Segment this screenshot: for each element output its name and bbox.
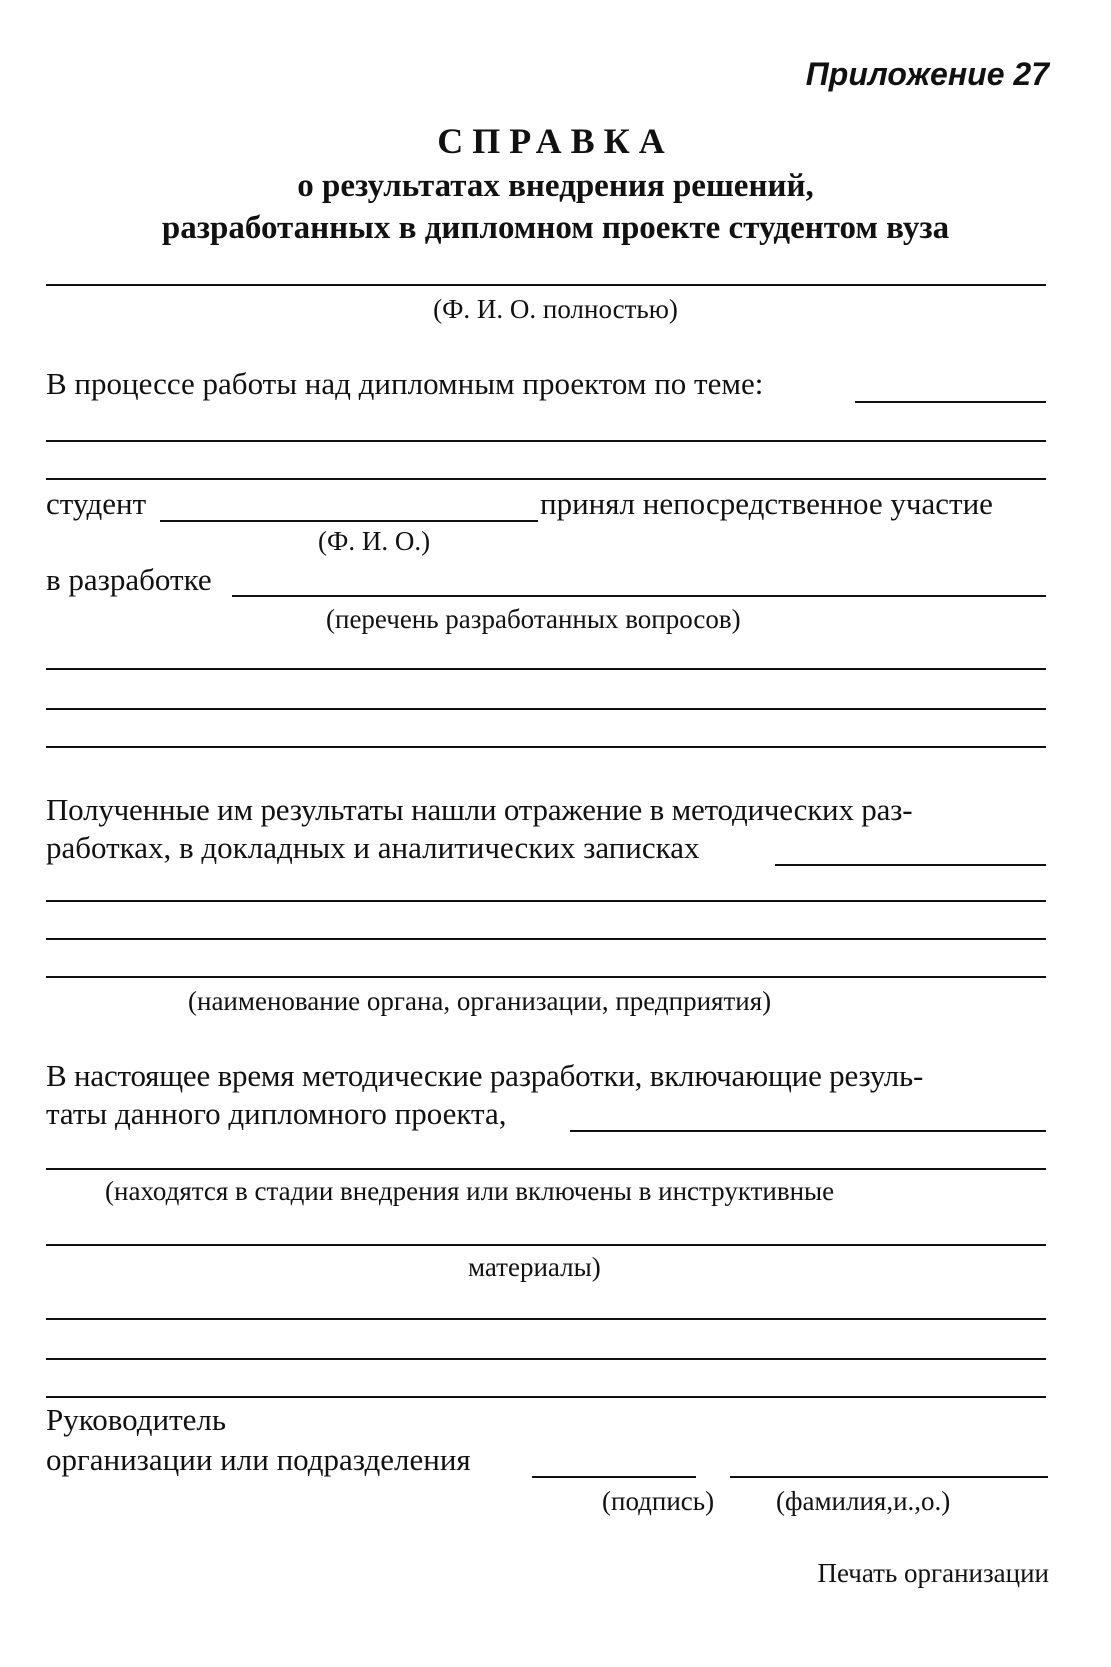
- head-label-line-2: организации или подразделения: [46, 1442, 471, 1477]
- signature-caption: (подпись): [602, 1486, 715, 1516]
- stamp-label: Печать организации: [817, 1558, 1049, 1588]
- questions-line-1: [46, 668, 1046, 670]
- questions-line-2: [46, 708, 1046, 710]
- current-text-line-1: В настоящее время методические разработки, включающие резуль-: [46, 1058, 924, 1093]
- current-line-6: [46, 1396, 1046, 1398]
- current-line-5: [46, 1358, 1046, 1360]
- organization-caption: (наименование органа, организации, предприятия): [188, 986, 772, 1016]
- student-name-line: [160, 520, 538, 522]
- stage-caption-line-2: материалы): [468, 1252, 601, 1282]
- document-subtitle-line-1: о результатах внедрения решений,: [297, 168, 814, 204]
- fio-caption: (Ф. И. О.): [318, 526, 431, 556]
- questions-caption: (перечень разработанных вопросов): [326, 604, 741, 634]
- topic-line-2: [46, 440, 1046, 442]
- development-label: в разработке: [46, 562, 212, 597]
- topic-label: В процессе работы над дипломным проектом по теме:: [46, 366, 764, 401]
- name-caption: (фамилия,и.,о.): [776, 1486, 951, 1516]
- results-text-line-2: работках, в докладных и аналитических записках: [46, 830, 700, 865]
- results-text-line-1: Полученные им результаты нашли отражение в методических раз-: [46, 792, 913, 827]
- results-field-line: [775, 864, 1046, 866]
- current-line-4: [46, 1318, 1046, 1320]
- student-label: студент: [46, 486, 147, 521]
- document-subtitle-line-2: разработанных в дипломном проекте студентом вуза: [161, 210, 950, 246]
- head-label-line-1: Руководитель: [46, 1402, 227, 1437]
- current-text-line-2: таты данного дипломного проекта,: [46, 1096, 507, 1131]
- current-field-line: [570, 1130, 1046, 1132]
- topic-line-3: [46, 478, 1046, 480]
- current-line-3: [46, 1244, 1046, 1246]
- document-title: СПРАВКА: [437, 121, 674, 161]
- results-line-3: [46, 938, 1046, 940]
- signature-line: [532, 1476, 696, 1478]
- topic-field-line: [855, 401, 1046, 403]
- results-line-2: [46, 900, 1046, 902]
- development-line: [232, 595, 1046, 597]
- fio-full-line: [46, 284, 1046, 286]
- participation-label: принял непосредственное участие: [540, 486, 993, 521]
- results-line-4: [46, 976, 1046, 978]
- current-line-2: [46, 1168, 1046, 1170]
- appendix-number: Приложение 27: [805, 56, 1049, 92]
- name-line: [730, 1476, 1048, 1478]
- stage-caption-line-1: (находятся в стадии внедрения или включены в инструктивные: [105, 1176, 835, 1206]
- questions-line-3: [46, 746, 1046, 748]
- fio-full-caption: (Ф. И. О. полностью): [433, 294, 678, 324]
